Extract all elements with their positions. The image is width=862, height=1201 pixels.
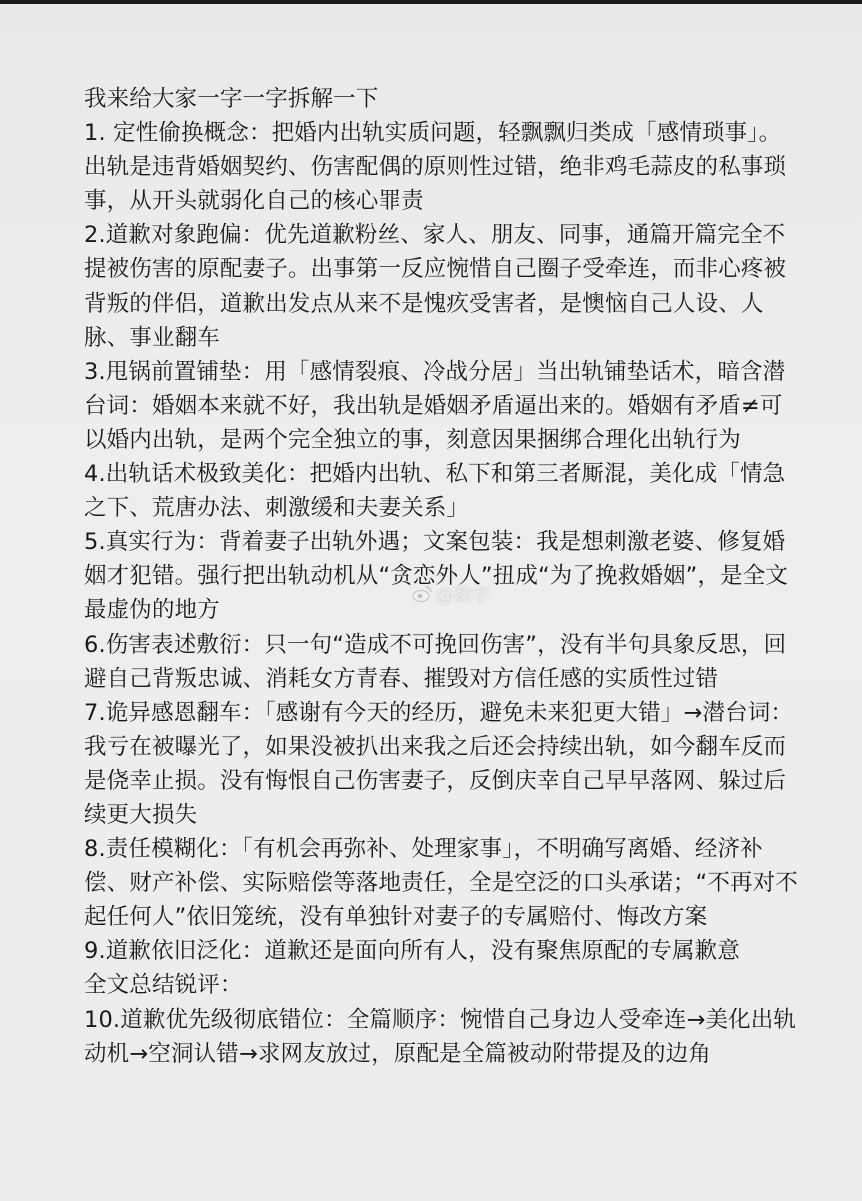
point-6: 6.伤害表述敷衍：只一句“造成不可挽回伤害”，没有半句具象反思，回避自己背叛忠诚、消耗女方青春、摧毁对方信任感的实质性过错 [84,631,787,692]
point-2: 2.道歉对象跑偏：优先道歉粉丝、家人、朋友、同事，通篇开篇完全不提被伤害的原配妻子。出事第一反应惋惜自己圈子受牵连，而非心疼被背叛的伴侣，道歉出发点从来不是愧疚受害者，是懊恼自己人设、人脉、事业翻车 [84,222,787,351]
top-edge-bar [0,0,862,4]
summary-heading: 全文总结锐评： [84,972,243,999]
watermark-text: @数字 [436,585,490,606]
intro-line: 我来给大家一字一字拆解一下 [84,86,379,112]
point-8: 8.责任模糊化：「有机会再弥补、处理家事」，不明确写离婚、经济补偿、财产补偿、实际赔偿等落地责任，全是空泛的口头承诺；“不再对不起任何人”依旧笼统，没有单独针对妻子的专属赔付、悔改方案 [84,836,798,931]
point-10: 10.道歉优先级彻底错位：全篇顺序：惋惜自己身边人受牵连→美化出轨动机→空洞认错→求网友放过，原配是全篇被动附带提及的边角 [84,1006,797,1067]
point-1: 1. 定性偷换概念：把婚内出轨实质问题，轻飘飘归类成「感情琐事」。出轨是违背婚姻契约、伤害配偶的原则性过错，绝非鸡毛蒜皮的私事琐事，从开头就弱化自己的核心罪责 [84,120,787,215]
point-5: 5.真实行为：背着妻子出轨外遇；文案包装：我是想刺激老婆、修复婚姻才犯错。强行把出轨动机从“贪恋外人”扭成“为了挽救婚姻”，是全文最虚伪的地方 [84,529,789,624]
point-3: 3.甩锅前置铺垫：用「感情裂痕、冷战分居」当出轨铺垫话术，暗含潜台词：婚姻本来就不好，我出轨是婚姻矛盾逼出来的。婚姻有矛盾≠可以婚内出轨，是两个完全独立的事，刻意因果捆绑合理化出轨行为 [84,358,786,453]
point-7: 7.诡异感恩翻车：「感谢有今天的经历，避免未来犯更大错」→潜台词：我亏在被曝光了，如果没被扒出来我之后还会持续出轨，如今翻车反而是侥幸止损。没有悔恨自己伤害妻子，反倒庆幸自己早早落网、躲过后续更大损失 [84,699,794,828]
point-9: 9.道歉依旧泛化：道歉还是面向所有人，没有聚焦原配的专属歉意 [84,938,740,965]
point-4: 4.出轨话术极致美化：把婚内出轨、私下和第三者厮混，美化成「情急之下、荒唐办法、刺激缓和夫妻关系」 [84,461,786,522]
document-body [0,82,862,1071]
